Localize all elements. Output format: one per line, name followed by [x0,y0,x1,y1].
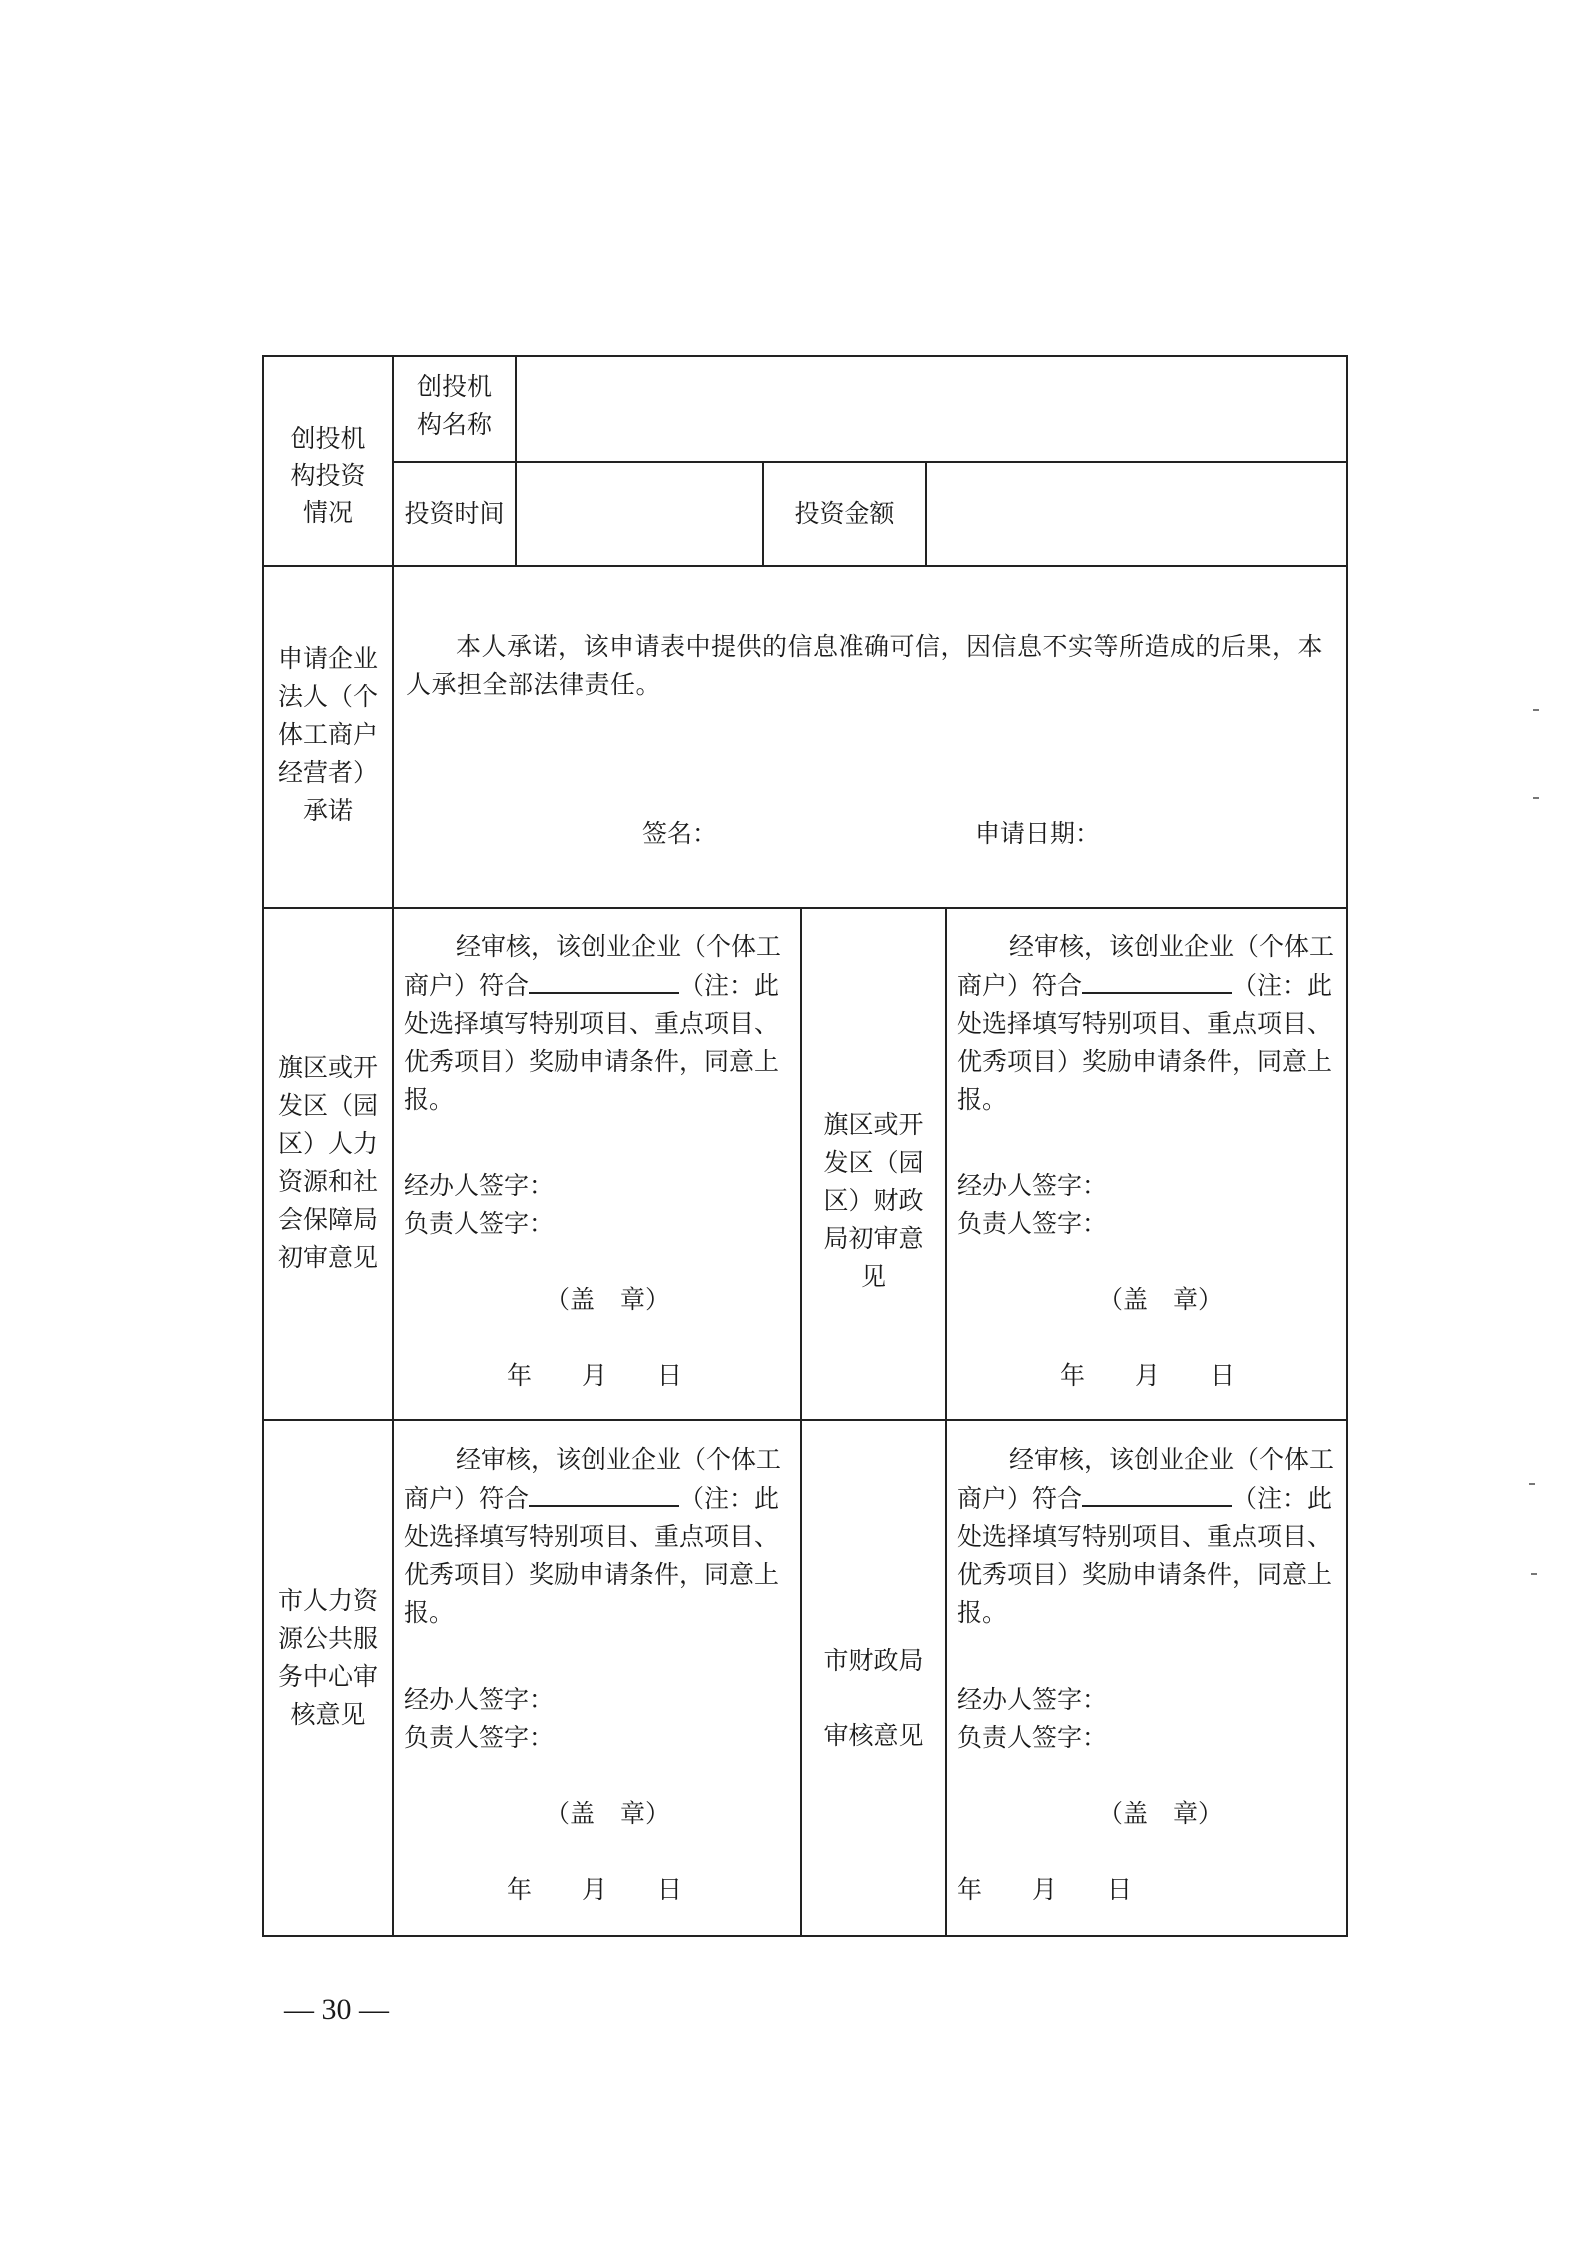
page-number: — 30 — [284,1993,389,2026]
district-hr-review-text [404,928,794,1119]
org-name-label: 创投机构名称 [416,372,492,439]
investment-time-field[interactable] [517,463,762,565]
scan-mark [1531,1573,1537,1575]
promise-text: 本人承诺，该申请表中提供的信息准确可信，因信息不实等所造成的后果，本人承担全部法律责任。 [406,632,1324,699]
org-name-field[interactable] [517,357,1346,461]
scan-mark [1533,797,1539,799]
district-hr-review-label: 旗区或开发区（园区）人力资源和社会保障局初审意见 [278,1053,379,1272]
city-hr-review-label: 市人力资源公共服务中心审核意见 [278,1586,379,1729]
review-date-label: 年 月 日 [507,1361,683,1390]
leader-sign-label: 负责人签字： [957,1723,1108,1752]
award-type-blank[interactable] [1082,966,1232,994]
scan-mark [1533,709,1539,711]
leader-sign-label: 负责人签字： [957,1209,1108,1238]
promise-section-label: 申请企业法人（个体工商户经营者）承诺 [277,644,378,825]
handler-sign-label: 经办人签字： [404,1685,555,1714]
city-finance-review-text [957,1441,1341,1632]
leader-sign-label: 负责人签字： [404,1723,555,1752]
seal-label: （盖 章） [545,1799,671,1828]
handler-sign-label: 经办人签字： [404,1171,555,1200]
review-note: （注：此处选择填写特别项目、重点项目、优秀项目）奖励申请条件，同意上报。 [957,971,1333,1114]
seal-label: （盖 章） [545,1285,671,1314]
investment-amount-field[interactable] [927,463,1346,565]
review-date-label: 年 月 日 [1060,1361,1236,1390]
city-finance-review-label-line2: 审核意见 [823,1721,924,1750]
application-date-label: 申请日期： [975,819,1101,848]
review-note: （注：此处选择填写特别项目、重点项目、优秀项目）奖励申请条件，同意上报。 [957,1484,1333,1627]
investment-time-label: 投资时间 [404,499,505,528]
review-date-label: 年 月 日 [957,1875,1133,1904]
leader-sign-label: 负责人签字： [404,1209,555,1238]
handler-sign-label: 经办人签字： [957,1685,1108,1714]
seal-label: （盖 章） [1098,1799,1224,1828]
review-intro: 经审核，该创业企业（个体工商户）符合 [957,1445,1335,1513]
review-date-label: 年 月 日 [507,1875,683,1904]
scan-mark [1529,1483,1535,1485]
city-hr-review-text [404,1441,794,1632]
investment-section-label: 创投机构投资情况 [290,424,366,527]
review-note: （注：此处选择填写特别项目、重点项目、优秀项目）奖励申请条件，同意上报。 [404,1484,780,1627]
award-type-blank[interactable] [529,966,679,994]
handler-sign-label: 经办人签字： [957,1171,1108,1200]
district-finance-review-text [957,928,1341,1119]
review-note: （注：此处选择填写特别项目、重点项目、优秀项目）奖励申请条件，同意上报。 [404,971,780,1114]
seal-label: （盖 章） [1098,1285,1224,1314]
signature-label: 签名： [642,819,718,848]
district-finance-review-label: 旗区或开发区（园区）财政局初审意见 [823,1110,924,1291]
investment-amount-label: 投资金额 [794,499,895,528]
review-intro: 经审核，该创业企业（个体工商户）符合 [404,1445,782,1513]
award-type-blank[interactable] [1082,1479,1232,1507]
award-type-blank[interactable] [529,1479,679,1507]
city-finance-review-label-line1: 市财政局 [823,1646,924,1675]
review-intro: 经审核，该创业企业（个体工商户）符合 [957,932,1335,1000]
review-intro: 经审核，该创业企业（个体工商户）符合 [404,932,782,1000]
